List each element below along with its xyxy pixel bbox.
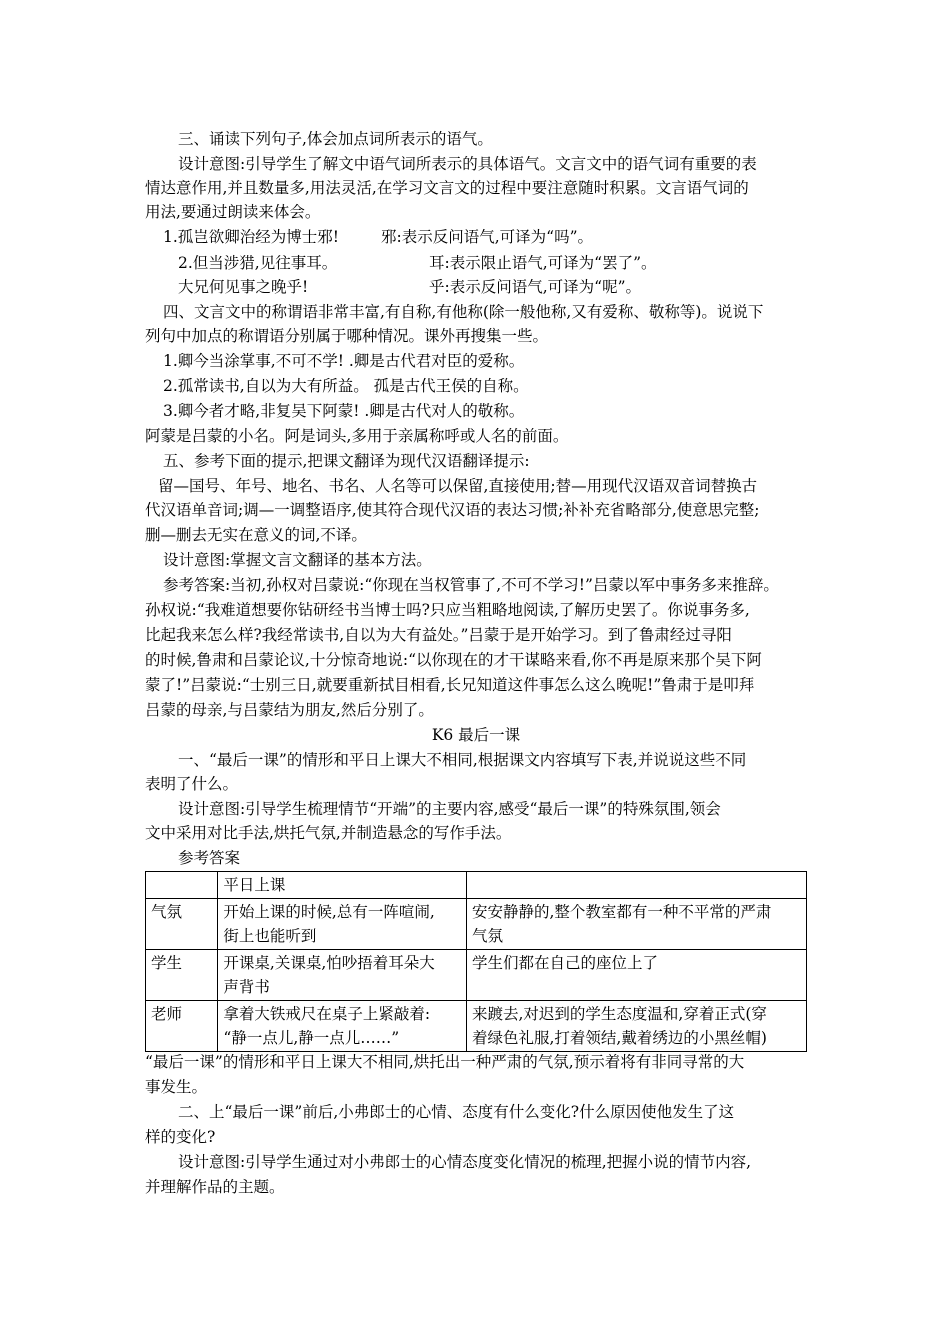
k6-q1-line1: 一、“最后一课”的情形和平日上课大不相同,根据课文内容填写下表,并说说这些不同 xyxy=(178,751,747,769)
cell-line: “静一点儿,静一点儿……” xyxy=(223,1029,400,1047)
section4-item4: 阿蒙是吕蒙的小名。阿是词头,多用于亲属称呼或人名的前面。 xyxy=(145,427,569,445)
table-cell-last xyxy=(467,1001,807,1052)
section4-title-line1: 四、文言文中的称谓语非常丰富,有自称,有他称(除一般他称,又有爱称、敬称等)。说说下 xyxy=(163,303,764,321)
section3-item1-note: 邪:表示反问语气,可译为“吗”。 xyxy=(381,228,593,246)
cell-line: 安安静静的,整个教室都有一种不平常的严肃 xyxy=(472,903,772,921)
k6-heading: K6 最后一课 xyxy=(431,726,521,744)
k6-reference-label: 参考答案 xyxy=(178,849,241,867)
table-row xyxy=(146,899,807,950)
comparison-table xyxy=(145,871,807,1052)
section3-design-line2: 情达意作用,并且数量多,用法灵活,在学习文言文的过程中要注意随时积累。文言语气词的 xyxy=(145,179,749,197)
k6-summary-line1: “最后一课”的情形和平日上课大不相同,烘托出一种严肃的气氛,预示着将有非同寻常的大 xyxy=(145,1053,745,1071)
section5-answer-line6: 吕蒙的母亲,与吕蒙结为朋友,然后分别了。 xyxy=(145,701,434,719)
cell-line: 学生们都在自己的座位上了 xyxy=(472,954,659,972)
table-cell-normal xyxy=(218,950,467,1001)
table-row xyxy=(146,1001,807,1052)
section3-item3-note: 乎:表示反问语气,可译为“呢”。 xyxy=(429,278,641,296)
cell-line: 拿着大铁戒尺在桌子上紧敲着: xyxy=(223,1005,431,1023)
cell-line: 开始上课的时候,总有一阵喧闹, xyxy=(223,903,435,921)
k6-design2-line2: 并理解作品的主题。 xyxy=(145,1178,285,1196)
section5-answer-line4: 的时候,鲁肃和吕蒙论议,十分惊奇地说:“以你现在的才干谋略来看,你不再是原来那个吴下阿 xyxy=(145,651,762,669)
section5-title: 五、参考下面的提示,把课文翻译为现代汉语翻译提示: xyxy=(163,452,530,470)
section3-item3-sentence: 大兄何见事之晚乎! xyxy=(178,278,309,296)
section5-tips-line3: 删—删去无实在意义的词,不译。 xyxy=(145,526,367,544)
cell-line: 街上也能听到 xyxy=(223,927,317,945)
section3-design-line1: 设计意图:引导学生了解文中语气词所表示的具体语气。文言文中的语气词有重要的表 xyxy=(178,155,757,173)
table-header-row xyxy=(146,872,807,899)
section3-item2-sentence: 2.但当涉猎,见往事耳。 xyxy=(178,254,338,272)
section5-answer-line2: 孙权说:“我难道想要你钻研经书当博士吗?只应当粗略地阅读,了解历史罢了。你说事务多, xyxy=(145,601,750,619)
section4-item3: 3.卿今者才略,非复吴下阿蒙! .卿是古代对人的敬称。 xyxy=(163,402,525,420)
table-row-label: 气氛 xyxy=(146,899,218,950)
k6-design2-line1: 设计意图:引导学生通过对小弗郎士的心情态度变化情况的梳理,把握小说的情节内容, xyxy=(178,1153,752,1171)
section5-answer-line5: 蒙了!”吕蒙说:“士别三日,就要重新拭目相看,长兄知道这件事怎么这么晚呢!”鲁肃于是叩拜 xyxy=(145,676,755,694)
table-row-label: 老师 xyxy=(146,1001,218,1052)
k6-q2-line1: 二、上“最后一课”前后,小弗郎士的心情、态度有什么变化?什么原因使他发生了这 xyxy=(178,1103,735,1121)
section5-design: 设计意图:掌握文言文翻译的基本方法。 xyxy=(163,551,432,569)
section5-tips-line1: 留—国号、年号、地名、书名、人名等可以保留,直接使用;替—用现代汉语双音词替换古 xyxy=(158,477,758,495)
k6-q2-line2: 样的变化? xyxy=(145,1128,216,1146)
section5-answer-line3: 比起我来怎么样?我经常读书,自以为大有益处。”吕蒙于是开始学习。到了鲁肃经过寻阳 xyxy=(145,626,732,644)
table-row xyxy=(146,950,807,1001)
section4-item2: 2.孤常读书,自以为大有所益。 孤是古代王侯的自称。 xyxy=(163,377,529,395)
table-cell-last xyxy=(467,899,807,950)
cell-line xyxy=(472,975,801,999)
table-cell-normal xyxy=(218,899,467,950)
cell-line: 气氛 xyxy=(472,927,504,945)
cell-line: 着绿色礼服,打着领结,戴着绣边的小黑丝帽) xyxy=(472,1029,767,1047)
table-cell-normal xyxy=(218,1001,467,1052)
section5-tips-line2: 代汉语单音词;调—一调整语序,使其符合现代汉语的表达习惯;补补充省略部分,使意思完整; xyxy=(145,501,760,519)
table-header-cell: 平日上课 xyxy=(218,872,467,899)
cell-line: 来踱去,对迟到的学生态度温和,穿着正式(穿 xyxy=(472,1005,767,1023)
section3-design-line3: 用法,要通过朗读来体会。 xyxy=(145,203,321,221)
cell-line: 开课桌,关课桌,怕吵捂着耳朵大 xyxy=(223,954,435,972)
cell-line: 声背书 xyxy=(223,978,270,996)
table-row-label: 学生 xyxy=(146,950,218,1001)
table-cell-last xyxy=(467,950,807,1001)
table-header-cell xyxy=(146,872,218,899)
k6-design1-line1: 设计意图:引导学生梳理情节“开端”的主要内容,感受“最后一课”的特殊氛围,领会 xyxy=(178,800,721,818)
k6-design1-line2: 文中采用对比手法,烘托气氛,并制造悬念的写作手法。 xyxy=(145,824,512,842)
k6-summary-line2: 事发生。 xyxy=(145,1078,208,1096)
section3-title: 三、诵读下列句子,体会加点词所表示的语气。 xyxy=(178,130,493,148)
section3-item1-sentence: 1.孤岂欲卿治经为博士邪! xyxy=(163,228,340,246)
section4-item1: 1.卿今当涂掌事,不可不学! .卿是古代君对臣的爱称。 xyxy=(163,352,525,370)
section4-title-line2: 列句中加点的称谓语分别属于哪种情况。课外再搜集一些。 xyxy=(145,327,549,345)
section3-item2-note: 耳:表示限止语气,可译为“罢了”。 xyxy=(429,254,657,272)
k6-q1-line2: 表明了什么。 xyxy=(145,775,239,793)
section5-answer-line1: 参考答案:当初,孙权对吕蒙说:“你现在当权管事了,不可不学习!”吕蒙以军中事务多来推辞。 xyxy=(163,576,779,594)
table-header-cell xyxy=(467,872,807,899)
